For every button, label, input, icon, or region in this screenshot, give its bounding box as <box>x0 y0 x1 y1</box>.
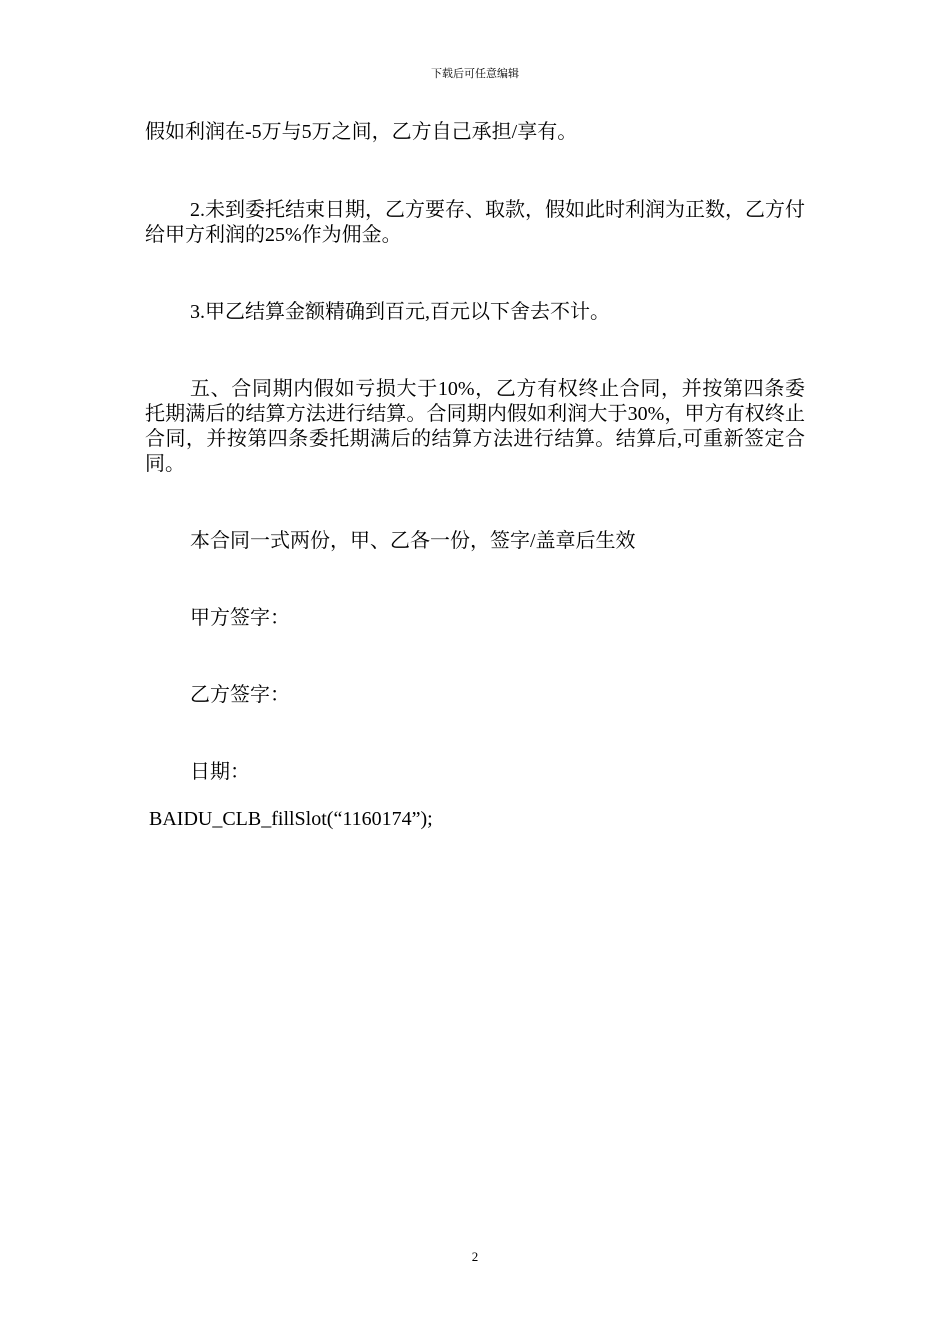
paragraph-termination-terms: 五、合同期内假如亏损大于10%，乙方有权终止合同，并按第四条委托期满后的结算方法进行结算。合同期内假如利润大于30%，甲方有权终止合同，并按第四条委托期满后的结算方法进行结算。结算后,可重新签定合同。 <box>145 378 805 475</box>
party-b-signature-label: 乙方签字： <box>190 684 290 706</box>
paragraph-profit-range: 假如利润在-5万与5万之间，乙方自己承担/享有。 <box>145 121 578 143</box>
party-a-signature-label: 甲方签字： <box>190 607 290 629</box>
page-header: 下载后可任意编辑 <box>431 68 519 80</box>
date-label: 日期： <box>190 761 250 783</box>
script-call-text: BAIDU_CLB_fillSlot(“1160174”); <box>149 808 433 830</box>
document-body <box>145 120 805 832</box>
paragraph-early-withdrawal: 2.未到委托结束日期，乙方要存、取款，假如此时利润为正数，乙方付给甲方利润的25%作为佣金。 <box>145 199 805 246</box>
page-number: 2 <box>471 1249 479 1264</box>
paragraph-copies-effective: 本合同一式两份，甲、乙各一份，签字/盖章后生效 <box>190 530 636 552</box>
paragraph-settlement-precision: 3.甲乙结算金额精确到百元,百元以下舍去不计。 <box>190 301 610 323</box>
